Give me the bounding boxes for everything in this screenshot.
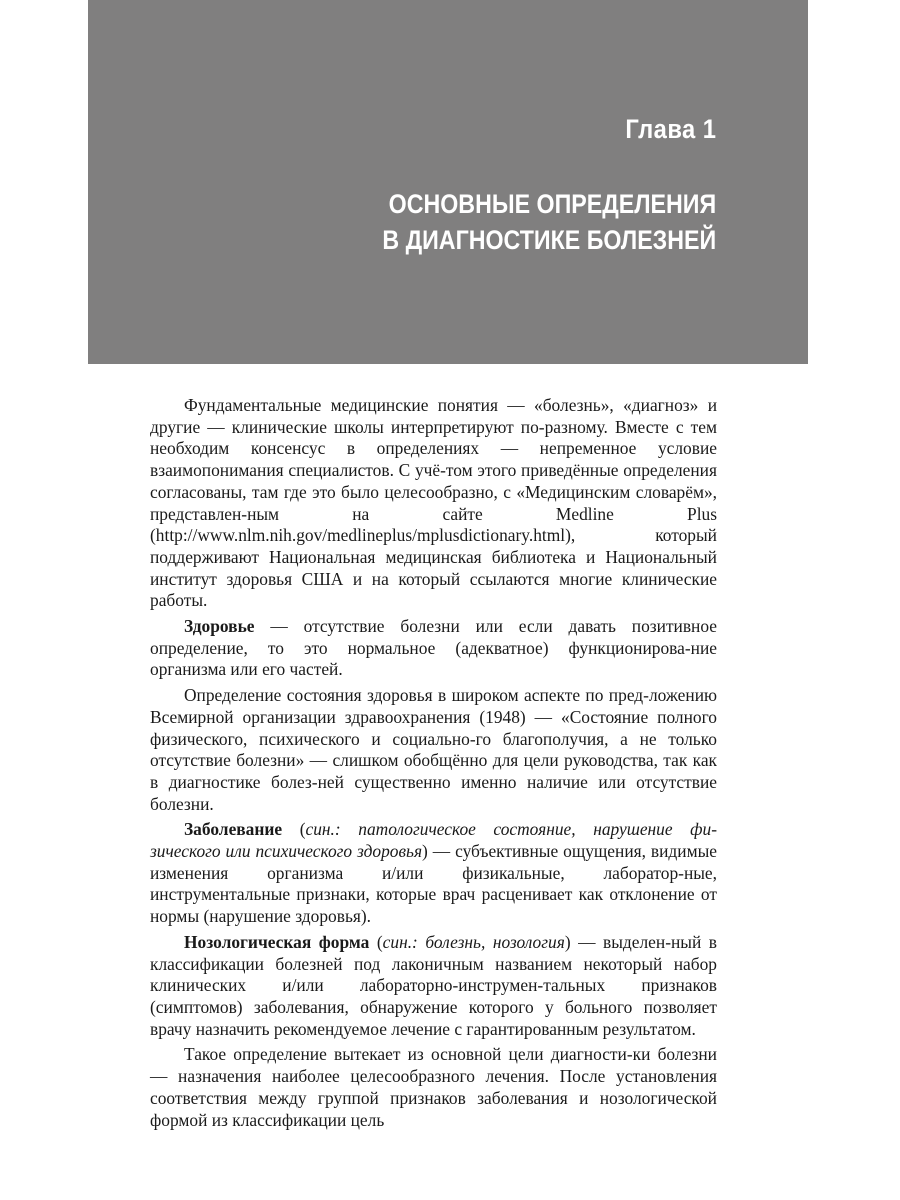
chapter-label: Глава 1 [625,114,716,144]
paragraph-disease-definition [150,819,717,928]
definition-nosological-form: ) — выделен-ный в классификации болезней под лаконичным названием некоторый набор клинических и/или лабораторно-инструмен-тальных признаков (симптомов) заболевания, обнаружение которого у больного позволяет врачу назначить рекомендуемое лечение с гарантированным результатом. [150,931,718,1039]
chapter-title-line-1: ОСНОВНЫЕ ОПРЕДЕЛЕНИЯ [388,189,716,219]
term-health: Здоровье [184,616,255,637]
syn-label: син.: [305,819,341,840]
paragraph-health-definition [150,616,717,681]
synonyms-nosological-form: болезнь, нозология [417,931,565,952]
body-text [150,395,717,1131]
paragraph-intro: Фундаментальные медицинские понятия — «болезнь», «диагноз» и другие — клинические школы интерпретируют по-разному. Вместе с тем необходим консенсус в определениях — непременное условие взаимопонимания специалистов. С учё-том этого приведённые определения согласованы, там где это было целесообразно, с «Медицинским словарём», представлен-ным на сайте Medline Plus (http://www.nlm.nih.gov/medlineplus/mplusdictionary.html), который поддерживают Национальная медицинская библиотека и Национальный институт здоровья США и на который ссылаются многие клинические работы. [150,395,717,611]
definition-health: — отсутствие болезни или если давать позитивное определение, то это нормальное (адекватное) функционирова-ние организма или его частей. [150,616,717,680]
syn-label: син.: [382,931,418,952]
term-disease: Заболевание [184,819,283,840]
chapter-title [382,186,716,258]
chapter-title-line-2: В ДИАГНОСТИКЕ БОЛЕЗНЕЙ [382,225,716,255]
paragraph-nosology-definition [150,932,717,1041]
term-nosological-form: Нозологическая форма [184,931,370,952]
paragraph-diagnosis-purpose: Такое определение вытекает из основной цели диагности-ки болезни — назначения наиболее целесообразного лечения. После установления соответствия между группой признаков заболевания и нозологической формой из классификации цель [150,1044,717,1130]
synonyms-disease: патологическое состояние, нарушение фи-зического или психического здоровья [150,819,718,862]
syn-open: ( [282,819,306,840]
definition-disease: ) — субъективные ощущения, видимые изменения организма и/или физикальные, лаборатор-ные, инструментальные признаки, которые врач расценивает как отклонение от нормы (нарушение здоровья). [150,841,717,927]
chapter-header-band [88,0,808,364]
paragraph-who-definition: Определение состояния здоровья в широком аспекте по пред-ложению Всемирной организации здравоохранения (1948) — «Состояние полного физического, психического и социально-го благополучия, а не только отсутствие болезни» — слишком обобщённо для цели руководства, так как в диагностике болез-ней существенно именно наличие или отсутствие болезни. [150,685,717,814]
syn-open: ( [369,931,383,952]
